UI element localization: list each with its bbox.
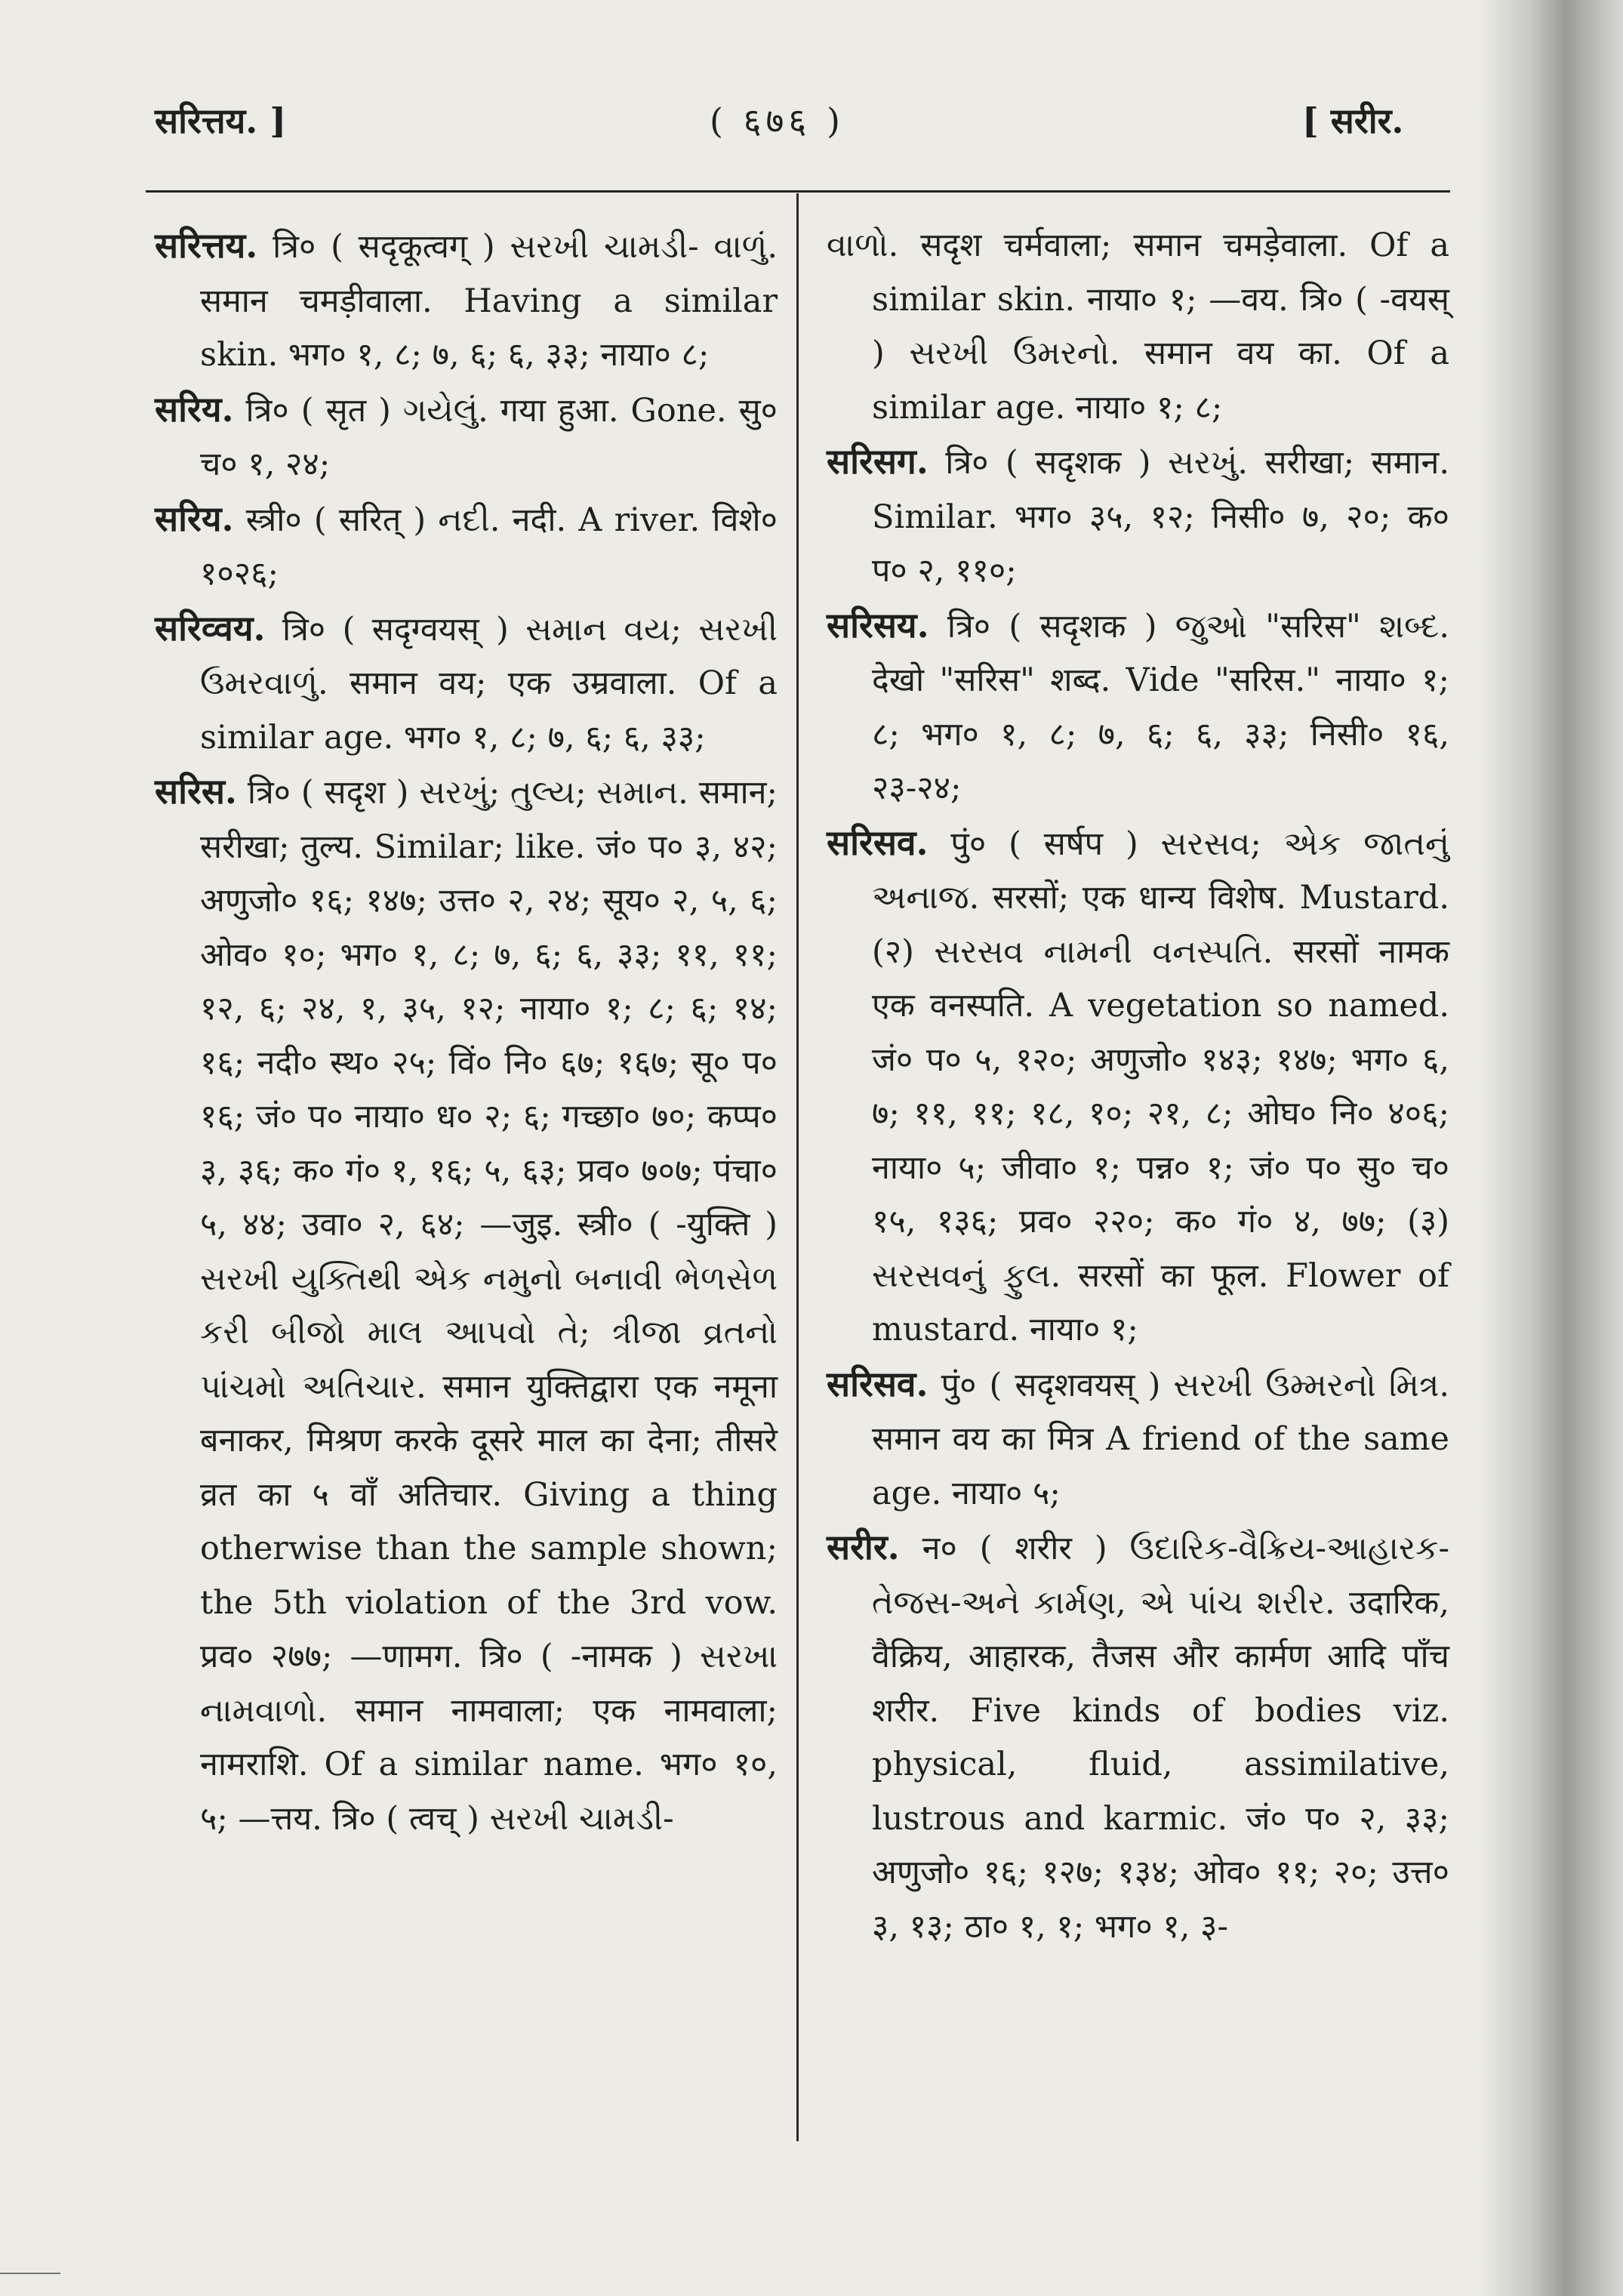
definition: त्रि० ( सदृग्वयस् ) સમાન વય; સરખી ઉમરવાળું. समान वय; एक उम्रवाला. Of a similar age. भग० १, ८; ७, ६; ६, ३३;: [200, 610, 778, 757]
definition: स्त्री० ( सरित् ) નદી. नदी. A river. विशे० १०२६;: [200, 501, 778, 593]
definition: વાળો. सदृश चर्मवाला; समान चमड़ेवाला. Of a similar skin. नाया० १; —वय. त्रि० ( -वयस् ) સરખી ઉમરનો. समान वय का. Of a similar age. नाया० १; ८;: [827, 227, 1449, 427]
definition: त्रि० ( सदृशक ) જુઓ "सरिस" શબ્દ. देखो "सरिस" शब्द. Vide "सरिस." नाया० १; ८; भग० १, ८; ७, ६; ६, ३३; निसी० १६, २३-२४;: [872, 607, 1449, 807]
entry: [827, 1521, 1449, 1954]
headword: सरिसव.: [827, 1363, 929, 1404]
headword: सरिसय.: [827, 604, 929, 646]
entry: [155, 219, 778, 383]
definition: न० ( शरीर ) ઉદારિક-વૈક્રિય-આહારક-તેજસ-અને કાર્મણ, એ પાંચ શરીર. उदारिक, वैक्रिय, आहारक, तैजस और कार्मण आदि पाँच शरीर. Five kinds of bodies viz. physical, fluid, assimilative, lustrous and karmic. जं० प० २, ३३; अणुजो० १६; १२७; १३४; ओव० ११; २०; उत्त० ३, १३; ठा० १, १; भग० १, ३-: [872, 1530, 1450, 1946]
headword: सरिव्वय.: [155, 607, 266, 649]
entry: [827, 816, 1449, 1358]
definition: त्रि० ( सदृश ) સરખું; તુલ્ય; સમાન. समान; सरीखा; तुल्य. Similar; like. जं० प० ३, ४२; अणुजो० १६; १४७; उत्त० २, २४; सूय० २, ५, ६; ओव० १०; भग० १, ८; ७, ६; ६, ३३; ११, ११; १२, ६; २४, १, ३५, १२; नाया० १; ८; ६; १४; १६; नदी० स्थ० २५; विं० नि० ६७; १६७; सू० प० १६; जं० प० नाया० ध० २; ६; गच्छा० ७०; कप्प० ३, ३६; क० गं० १, १६; ५, ६३; प्रव० ७०७; पंचा० ५, ४४; उवा० २, ६४; —जुइ. स्त्री० ( -युक्ति ) સરખી યુક્તિથી એક નમુનો બનાવી ભેળસેળ કરી બીજો માલ આપવો તે; ત્રીજા વ્રતનો પાંચમો અતિચાર. समान युक्तिद्वारा एक नमूना बनाकर, मिश्रण करके दूसरे माल का देना; तीसरे व्रत का ५ वाँ अतिचार. Giving a thing otherwise than the sample shown; the 5th violation of the 3rd vow. प्रव० २७७; —णामग. त्रि० ( -नामक ) સરખા નામવાળો. समान नामवाला; एक नामवाला; नामराशि. Of a similar name. भग० १०, ५; —त्तय. त्रि० ( त्वच् ) સરખી ચામડી-: [200, 774, 778, 1838]
right-column: [827, 219, 1449, 1954]
headword: सरिस.: [155, 771, 237, 812]
definition: पुं० ( सर्षप ) સરસવ; એક જાતનું અનાજ. सरसों; एक धान्य विशेष. Mustard. (२) સરસવ નામની વનસ્પતિ. सरसों नामक एक वनस्पति. A vegetation so named. जं० प० ५, १२०; अणुजो० १४३; १४७; भग० ६, ७; ११, ११; १८, १०; २१, ८; ओघ० नि० ४०६; नाया० ५; जीवा० १; पन्न० १; जं० प० सु० च० १५, १३६; प्रव० २२०; क० गं० ४, ७७; (३) સરસવનું ફુલ. सरसों का फूल. Flower of mustard. नाया० १;: [872, 824, 1449, 1348]
entry: [155, 383, 778, 492]
scan-edge-shadow: [1480, 0, 1623, 2296]
entry: [827, 1358, 1449, 1521]
definition: पुं० ( सदृशवयस् ) સરખી ઉમ્મરનો મિત્ર. समान वय का मित्र A friend of the same age. नाया० ५;: [872, 1366, 1450, 1512]
header-rule: [146, 190, 1450, 193]
definition: त्रि० ( सृत ) ગયેલું. गया हुआ. Gone. सु० च० १, २४;: [200, 391, 778, 483]
entry: [827, 599, 1449, 816]
headword: सरिसग.: [827, 441, 929, 482]
definition: त्रि० ( सदृकूत्वग् ) સરખી ચામડી- વાળું. समान चमड़ीवाला. Having a similar skin. भग० १, ८; ७, ६; ६, ३३; नाया० ८;: [200, 228, 778, 374]
entry: [827, 435, 1449, 599]
headword: सरिसव.: [827, 821, 929, 863]
entry: [155, 765, 778, 1846]
header-right-guideword: [ सरीर.: [1302, 100, 1404, 141]
page-header: [0, 91, 1510, 159]
column-divider: [796, 193, 799, 2141]
scan-mark: [0, 2273, 60, 2274]
headword: सरित्तय.: [155, 225, 258, 266]
entry: [155, 602, 778, 766]
headword: सरिय.: [155, 388, 234, 430]
entry: [155, 492, 778, 602]
page-number: ( ६७६ ): [710, 100, 845, 141]
headword: सरिय.: [155, 498, 234, 539]
entry-continuation: [827, 219, 1449, 435]
definition: त्रि० ( सदृशक ) સરખું. सरीखा; समान. Similar. भग० ३५, १२; निसी० ७, २०; क० प० २, ११०;: [872, 444, 1449, 590]
left-column: [155, 219, 778, 1846]
headword: सरीर.: [827, 1527, 900, 1567]
header-left-guideword: सरित्तय. ]: [155, 100, 287, 141]
